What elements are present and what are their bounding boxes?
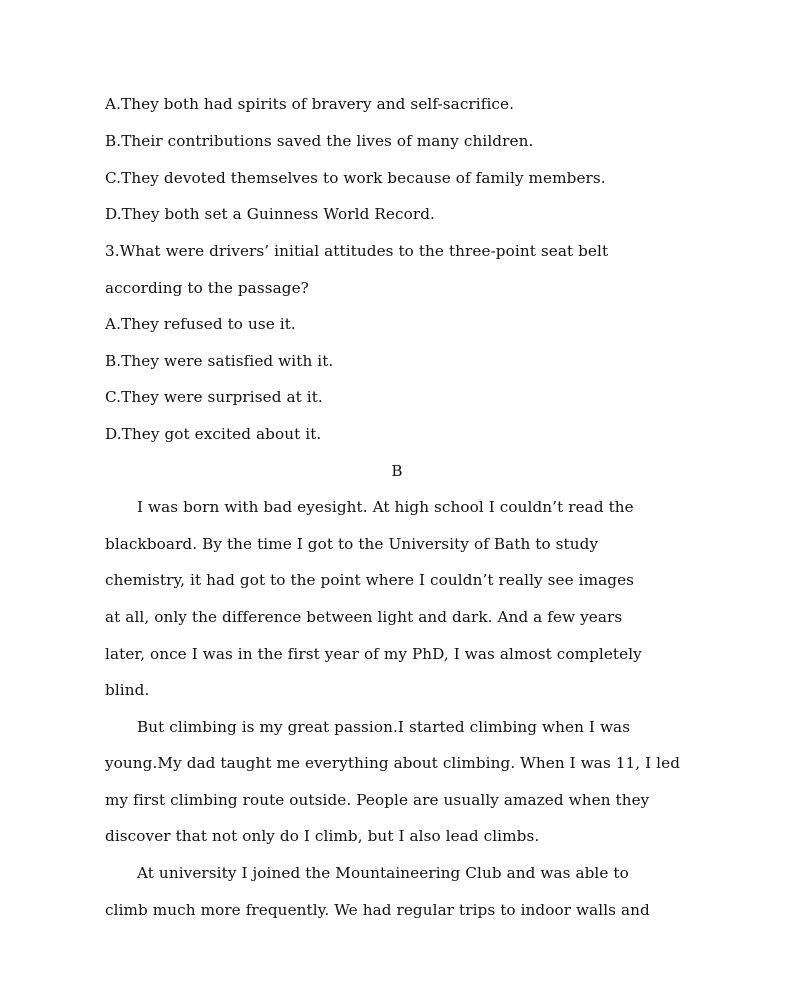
q3-stem-line1: 3.What were drivers’ initial attitudes to the three-point seat belt [105,242,609,260]
q2-option-d: D.They both set a Guinness World Record. [105,205,435,223]
passage-p2-line: discover that not only do I climb, but I also lead climbs. [105,827,540,845]
passage-p3-line: climb much more frequently. We had regular trips to indoor walls and [105,901,650,919]
q3-option-b: B.They were satisfied with it. [105,352,334,370]
passage-p1-line: later, once I was in the first year of my PhD, I was almost completely [105,645,642,663]
passage-p1-line: I was born with bad eyesight. At high school I couldn’t read the [137,498,634,516]
passage-p1-line: blackboard. By the time I got to the University of Bath to study [105,535,599,553]
q3-option-c: C.They were surprised at it. [105,388,323,406]
passage-p3-line: At university I joined the Mountaineering Club and was able to [137,864,629,882]
passage-p1-line: chemistry, it had got to the point where I couldn’t really see images [105,571,635,589]
q3-stem-line2: according to the passage? [105,279,309,297]
q2-option-c: C.They devoted themselves to work because of family members. [105,169,606,187]
section-heading: B [391,462,403,480]
q2-option-b: B.Their contributions saved the lives of many children. [105,132,534,150]
passage-p1-line: at all, only the difference between light and dark. And a few years [105,608,623,626]
passage-p1-line: blind. [105,681,150,699]
q3-option-d: D.They got excited about it. [105,425,322,443]
passage-p2-line: my first climbing route outside. People are usually amazed when they [105,791,650,809]
passage-p2-line: But climbing is my great passion.I started climbing when I was [137,718,631,736]
passage-p2-line: young.My dad taught me everything about climbing. When I was 11, I led [105,754,681,772]
q3-option-a: A.They refused to use it. [105,315,296,333]
q2-option-a: A.They both had spirits of bravery and self-sacrifice. [105,95,515,113]
